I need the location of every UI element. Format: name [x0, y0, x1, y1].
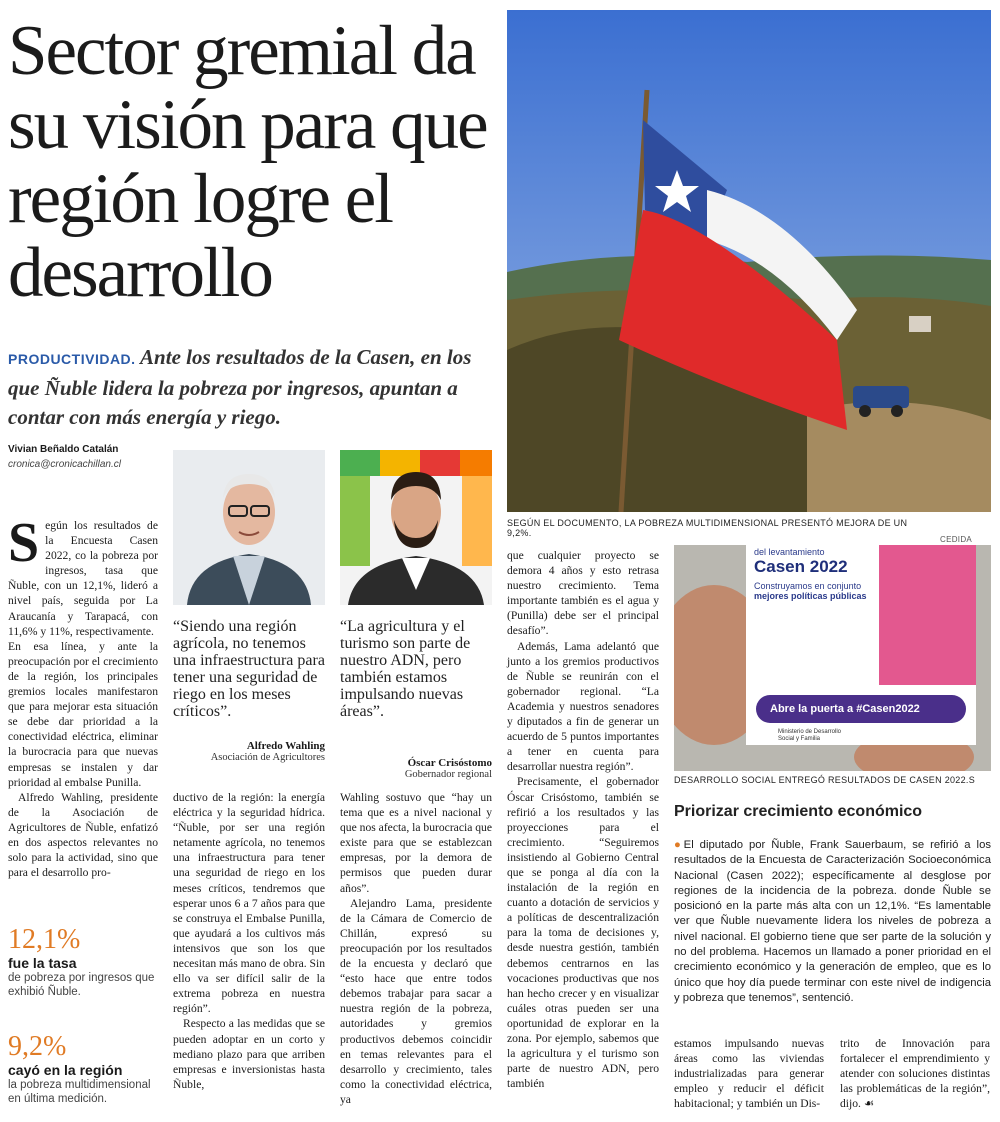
pull-quote-1	[173, 618, 325, 763]
article-column-1	[8, 512, 158, 880]
stat-block-2	[8, 1032, 158, 1106]
byline-email: cronica@cronicachillan.cl	[8, 459, 121, 470]
col4-p1: que cualquier proyecto se demora 4 años y esto retrasa nuestro crecimiento. Tema importante también es el agua y (Punilla) debe ser el principal desafío”.	[507, 549, 659, 638]
sidebar-text: El diputado por Ñuble, Frank Sauerbaum, se refirió a los resultados de la Encuesta de Caracterización Socioeconómica Nacional (Casen 2022); específicamente al desglose por regiones de la incidencia de la pobreza. donde Ñuble se posicionó en la parte más alta con un 12,1%. “Es lamentable ver que Ñuble nuevamente lidera los niveles de pobreza a nivel nacional. El gobierno tiene que ser parte de la solución y no del problema. Hacemos un llamado a poner prioridad en el crecimiento económico y la generación de empleo, que es lo único que hoy día puede terminar con este nivel de indigencia y pobreza que tenemos”, sentenció.	[674, 839, 991, 1004]
portrait-oscar-crisostomo	[340, 450, 492, 605]
stat-label: cayó en la región	[8, 1062, 123, 1078]
card-title: Casen 2022	[754, 557, 848, 576]
article-column-2	[173, 790, 325, 1092]
col3-p2: Alejandro Lama, presidente de la Cámara de Comercio de Chillán, expresó su preocupación por los resultados de la encuesta y declaró que “esto hace que entre todos debemos trabajar para sacar a nuestra región de la pobreza, autoridades y gremios productivos debemos coincidir en temas relevantes para el desarrollo y crecimiento, tales como la conectividad eléctrica, ya	[340, 896, 492, 1106]
byline-author: Vivian Beñaldo Catalán	[8, 444, 119, 455]
portrait-alfredo-wahling	[173, 450, 325, 605]
stat-label: fue la tasa	[8, 955, 77, 971]
stat-block-1	[8, 925, 158, 999]
col1-p3: Alfredo Wahling, presidente de la Asociación de Agricultores de Ñuble, enfatizó en dos aspectos relevantes no solo para la actividad, sino que para el desarrollo pro-	[8, 790, 158, 880]
sidebar-body	[674, 838, 991, 1006]
photo-caption: SEGÚN EL DOCUMENTO, LA POBREZA MULTIDIMENSIONAL PRESENTÓ MEJORA DE UN 9,2%.	[507, 518, 908, 538]
article-column-5	[674, 1036, 824, 1111]
card-ministry: Ministerio de Desarrollo Social y Familia	[778, 729, 842, 742]
col3-p1: Wahling sostuvo que “hay un tema que es a nivel nacional y que nos afecta, la burocracia que existe para que se establezcan empresas, por la demora de permisos que pueden durar años”.	[340, 791, 492, 895]
stat-value: 12,1%	[8, 924, 81, 955]
photo2-caption: DESARROLLO SOCIAL ENTREGÓ RESULTADOS DE CASEN 2022.S	[674, 775, 976, 785]
kicker	[8, 343, 498, 432]
col4-p3: Precisamente, el gobernador Óscar Crisóstomo, también se refirió a los resultados y las proyecciones para el crecimiento. “Seguiremos insistiendo al Gobierno Central que se ponga al día con la instalación de la región en cuanto a dotación de servicios y a políticas de descentralización para la toma de decisiones y, desde nuestra gestión, también debemos centrarnos en las vocaciones productivas que nos han hecho crecer y en visualizar cuáles otras pueden ser una oportunidad de explorar en la zona. Por ejemplo, sabemos que la agricultura y el turismo son parte de nuestro ADN, pero también	[507, 775, 659, 1091]
col4-p2: Además, Lama adelantó que junto a los gremios productivos de Ñuble se reunirán con el gobernador regional. “La Academia y nuestros senadores y diputados a fin de generar un acuerdo de 5 puntos importantes a tener en cuenta para desarrollar nuestra región”.	[507, 639, 659, 774]
bullet-icon: ●	[674, 839, 684, 851]
col1-p2: En esa línea, y ante la preocupación por el crecimiento de la región, los principales gremios locales manifestaron que para mejorar esta situación se debe dar prioridad a la conectividad eléctrica, eliminar la burocracia para que nuevas empresas se instalen y dar prioridad al embalse Punilla.	[8, 639, 158, 789]
quote-text: “Siendo una región agrícola, no tenemos una infraestructura para tener una seguridad de riego en los meses críticos”.	[173, 618, 325, 720]
quote-author: Alfredo Wahling	[246, 740, 325, 752]
col2-p1: ductivo de la región: la energía eléctrica y la seguridad hídrica. “Ñuble, por ser una región netamente agrícola, no tenemos una infraestructura para tener una seguridad de riego en los meses críticos, tendremos que esperar unos 6 a 7 años para que se construya el Embalse Punilla, que ayudará a los cultivos más intensivos que son los que necesitan más mano de obra. Sin ello va ser difícil salir de la extrema pobreza en nuestra región”.	[173, 791, 325, 1016]
col1-p1: egún los resultados de la Encuesta Casen 2022, co la pobreza por ingresos, tasa que Ñuble, con un 12,1%, lideró a nivel país, seguida por La Araucanía y Tarapacá, con 11,6% y 11%, respectivamente.	[8, 519, 158, 638]
quote-author: Óscar Crisóstomo	[407, 757, 492, 769]
card-top: del levantamiento	[754, 547, 825, 557]
article-column-6	[840, 1036, 990, 1111]
headline: Sector gremial da su visión para que región logre el desarrollo	[8, 12, 487, 312]
article-column-3	[340, 790, 492, 1107]
col6-text: trito de Innovación para fortalecer el emprendimiento y atender con soluciones distintas las problemáticas de la región”, dijo.	[840, 1037, 990, 1111]
end-mark-icon: ☙	[863, 1097, 875, 1111]
stat-text: de pobreza por ingresos que exhibió Ñuble.	[8, 972, 155, 998]
stat-text: la pobreza multidimensional en última medición.	[8, 1079, 151, 1105]
card-banner: Abre la puerta a #Casen2022	[770, 703, 920, 715]
byline	[8, 442, 121, 472]
quote-role: Asociación de Agricultores	[210, 752, 325, 763]
photo-casen-card	[674, 545, 991, 771]
photo-chilean-flag	[507, 10, 991, 512]
sidebar-title: Priorizar crecimiento económico	[674, 803, 923, 820]
stat-value: 9,2%	[8, 1031, 67, 1062]
kicker-text: Ante los resultados de la Casen, en los que Ñuble lidera la pobreza por ingresos, apuntan a contar con más energía y riego.	[8, 345, 472, 429]
quote-role: Gobernador regional	[404, 769, 492, 780]
pull-quote-2	[340, 618, 492, 780]
photo-credit: CEDIDA	[940, 535, 973, 544]
col5-text: estamos impulsando nuevas áreas como las viviendas industrializadas para generar empleo y reducir el déficit habitacional; y también un Dis-	[674, 1037, 824, 1111]
article-column-4	[507, 548, 659, 1091]
dropcap: S	[8, 512, 40, 574]
card-subtitle: Construyamos en conjunto mejores políticas públicas	[754, 581, 867, 601]
col2-p2: Respecto a las medidas que se pueden adoptar en un corto y mediano plazo para que arriben empresas e inversionistas hasta Ñuble,	[173, 1017, 325, 1091]
kicker-tag: PRODUCTIVIDAD.	[8, 351, 136, 367]
quote-text: “La agricultura y el turismo son parte de nuestro ADN, pero también estamos impulsando nuevas áreas”.	[340, 618, 471, 720]
